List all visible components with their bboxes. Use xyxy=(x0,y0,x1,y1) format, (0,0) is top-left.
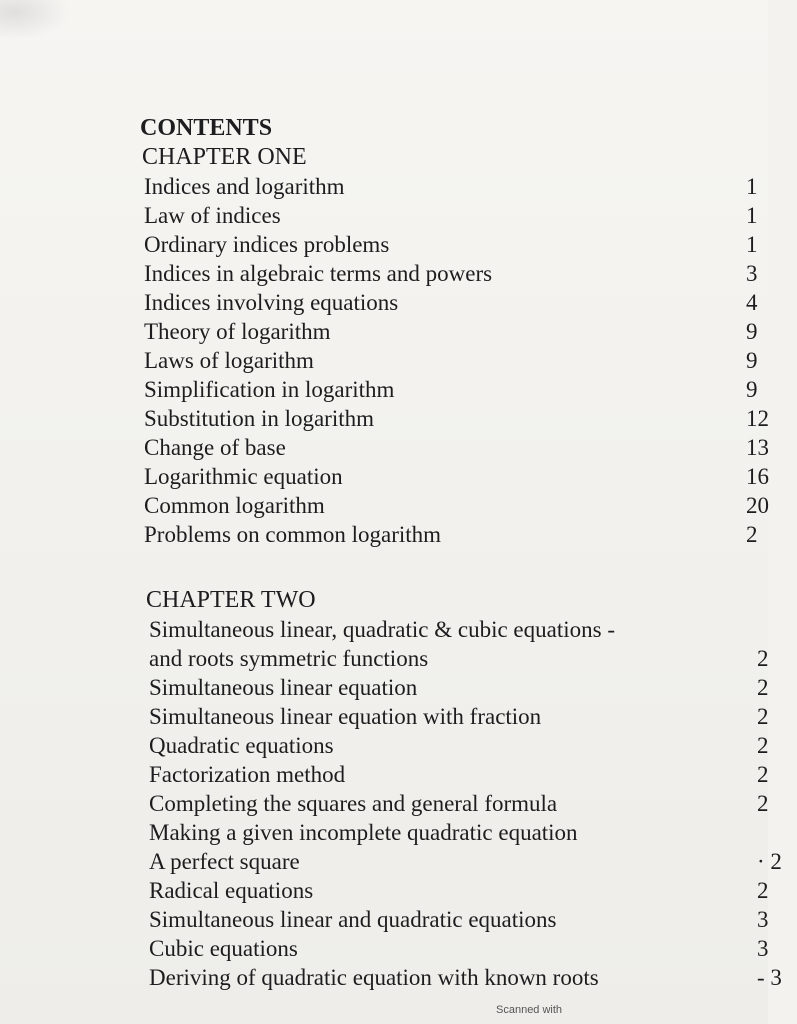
toc-entry xyxy=(140,731,768,760)
toc-entry xyxy=(140,876,768,905)
entry-title: and roots symmetric functions xyxy=(149,646,429,671)
contents-heading: CONTENTS xyxy=(140,115,273,141)
entry-page-number: 1 xyxy=(746,203,758,228)
entry-page-number: 2 xyxy=(757,791,769,816)
entry-title: Theory of logarithm xyxy=(144,319,331,344)
entry-title: Problems on common logarithm xyxy=(144,522,442,547)
toc-entry xyxy=(140,491,768,520)
entry-title: Cubic equations xyxy=(149,936,298,961)
entry-title: Factorization method xyxy=(149,762,346,787)
toc-entry xyxy=(140,375,768,404)
entry-page-number: 2 xyxy=(746,522,758,547)
entry-title: Ordinary indices problems xyxy=(144,232,390,257)
entry-title: Simplification in logarithm xyxy=(144,377,395,402)
chapter-one-entries xyxy=(140,172,768,549)
entry-page-number: 3 xyxy=(757,907,769,932)
toc-entry xyxy=(140,644,768,673)
entry-page-number: 2 xyxy=(757,762,769,787)
toc-entry xyxy=(140,346,768,375)
entry-page-number: 16 xyxy=(746,464,769,489)
toc-entry xyxy=(140,172,768,201)
toc-entry xyxy=(140,259,768,288)
entry-page-number: 9 xyxy=(746,319,758,344)
toc-entry xyxy=(140,462,768,491)
entry-title: Logarithmic equation xyxy=(144,464,343,489)
chapter-one-title: CHAPTER ONE xyxy=(142,144,307,170)
entry-title: Simultaneous linear and quadratic equations xyxy=(149,907,557,932)
toc-entry xyxy=(140,760,768,789)
entry-title: Deriving of quadratic equation with known roots xyxy=(149,965,599,990)
entry-title: Change of base xyxy=(144,435,286,460)
entry-page-number: 2 xyxy=(757,675,769,700)
toc-entry xyxy=(140,433,768,462)
toc-entry xyxy=(140,520,768,549)
toc-entry xyxy=(140,673,768,702)
chapter-two-entries xyxy=(140,615,782,992)
entry-page-number: 2 xyxy=(757,878,769,903)
toc-entry xyxy=(140,905,768,934)
entry-page-number: 2 xyxy=(757,646,769,671)
entry-page-number: 4 xyxy=(746,290,758,315)
entry-title: Simultaneous linear, quadratic & cubic equations - xyxy=(149,617,615,642)
toc-entry xyxy=(140,789,768,818)
toc-entry xyxy=(140,702,768,731)
toc-entry xyxy=(140,934,768,963)
entry-page-number: 2 xyxy=(757,704,769,729)
entry-title: Substitution in logarithm xyxy=(144,406,375,431)
entry-page-number: 12 xyxy=(746,406,769,431)
entry-title: Law of indices xyxy=(144,203,281,228)
chapter-one-section xyxy=(140,143,768,549)
entry-title: Simultaneous linear equation xyxy=(149,675,418,700)
entry-title: Making a given incomplete quadratic equation xyxy=(149,820,578,845)
scanner-watermark: Scanned with xyxy=(496,1004,563,1016)
entry-page-number: 1 xyxy=(746,232,758,257)
toc-entry xyxy=(140,847,782,876)
entry-page-number: - 3 xyxy=(757,965,782,990)
entry-page-number: 1 xyxy=(746,174,758,199)
toc-entry xyxy=(140,963,782,992)
entry-title: Radical equations xyxy=(149,878,314,903)
entry-page-number: 9 xyxy=(746,377,758,402)
table-of-contents xyxy=(140,113,782,992)
toc-entry xyxy=(140,317,768,346)
entry-title: Laws of logarithm xyxy=(144,348,314,373)
entry-title: Indices involving equations xyxy=(144,290,399,315)
toc-entry xyxy=(140,201,768,230)
toc-entry xyxy=(140,404,768,433)
entry-title: Simultaneous linear equation with fraction xyxy=(149,704,542,729)
toc-entry xyxy=(140,230,768,259)
entry-page-number: · 2 xyxy=(757,849,782,874)
entry-page-number: 9 xyxy=(746,348,758,373)
entry-page-number: 3 xyxy=(746,261,758,286)
scan-smudge xyxy=(0,0,70,40)
entry-title: Common logarithm xyxy=(144,493,325,518)
toc-entry xyxy=(140,288,768,317)
chapter-two-section xyxy=(140,586,782,992)
entry-page-number: 2 xyxy=(757,733,769,758)
entry-title: Quadratic equations xyxy=(149,733,334,758)
toc-entry xyxy=(140,818,768,847)
entry-page-number: 13 xyxy=(746,435,769,460)
entry-title: Indices in algebraic terms and powers xyxy=(144,261,493,286)
entry-title: A perfect square xyxy=(149,849,300,874)
entry-title: Completing the squares and general formula xyxy=(149,791,558,816)
entry-page-number: 20 xyxy=(746,493,769,518)
chapter-two-title: CHAPTER TWO xyxy=(146,587,316,613)
entry-page-number: 3 xyxy=(757,936,769,961)
toc-entry xyxy=(140,615,768,644)
entry-title: Indices and logarithm xyxy=(144,174,345,199)
